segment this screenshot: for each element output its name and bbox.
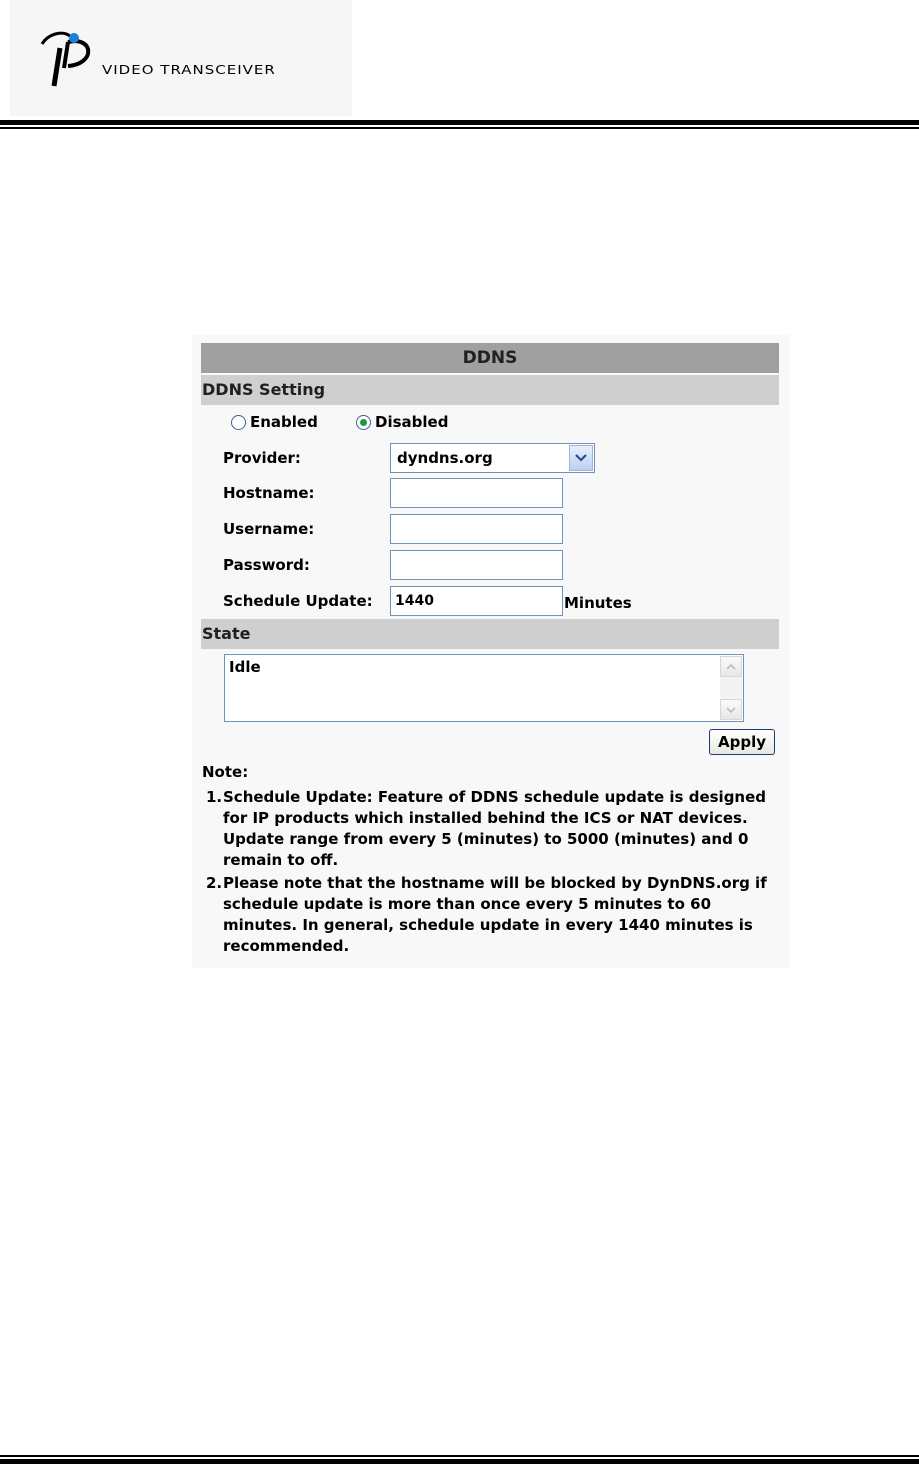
note-number: 1. [206, 788, 223, 806]
state-textarea[interactable] [224, 654, 744, 722]
enabled-radio[interactable] [231, 415, 246, 430]
note-text: Schedule Update: Feature of DDNS schedule update is designed for IP products which installed behind the ICS or NAT devices. Update range from every 5 (minutes) to 5000 (minutes) and 0 remain to off. [223, 788, 767, 869]
logo-text: VIDEO TRANSCEIVER [102, 62, 276, 78]
ip-logo-icon [38, 28, 98, 92]
dropdown-button[interactable] [569, 445, 593, 471]
footer-rule-thin [0, 1455, 919, 1457]
provider-select[interactable] [390, 443, 595, 473]
note-text: Please note that the hostname will be blocked by DynDNS.org if schedule update is more than once every 5 minutes to 60 minutes. In general, schedule update in every 1440 minutes is recommended. [223, 874, 767, 955]
panel-title: DDNS [201, 343, 779, 373]
schedule-update-input[interactable] [390, 586, 563, 616]
footer-rule [0, 1459, 919, 1464]
username-label: Username: [223, 520, 315, 538]
state-section: State [201, 619, 779, 649]
note-item-1 [206, 787, 781, 871]
state-scrollbar[interactable] [720, 656, 742, 720]
note-item-2 [206, 873, 781, 957]
chevron-down-icon [575, 454, 587, 462]
apply-button[interactable]: Apply [709, 729, 775, 755]
logo-area [10, 0, 352, 116]
schedule-update-label: Schedule Update: [223, 592, 373, 610]
disabled-radio-option[interactable] [356, 413, 448, 431]
enabled-label: Enabled [250, 413, 318, 431]
scroll-up-button[interactable] [720, 656, 742, 677]
ddns-setting-section: DDNS Setting [201, 375, 779, 405]
ddns-panel [192, 335, 790, 968]
provider-value: dyndns.org [397, 449, 493, 467]
chevron-down-icon [726, 707, 736, 713]
provider-label: Provider: [223, 449, 301, 467]
header-rule-thin [0, 127, 919, 129]
note-title: Note: [202, 763, 249, 781]
enabled-radio-option[interactable] [231, 413, 318, 431]
password-label: Password: [223, 556, 310, 574]
chevron-up-icon [726, 664, 736, 670]
scroll-down-button[interactable] [720, 699, 742, 720]
disabled-radio[interactable] [356, 415, 371, 430]
hostname-input[interactable] [390, 478, 563, 508]
minutes-unit-label: Minutes [564, 594, 632, 612]
note-number: 2. [206, 874, 223, 892]
hostname-label: Hostname: [223, 484, 315, 502]
username-input[interactable] [390, 514, 563, 544]
password-input[interactable] [390, 550, 563, 580]
header-rule [0, 120, 919, 125]
state-value: Idle [229, 658, 261, 676]
disabled-label: Disabled [375, 413, 449, 431]
